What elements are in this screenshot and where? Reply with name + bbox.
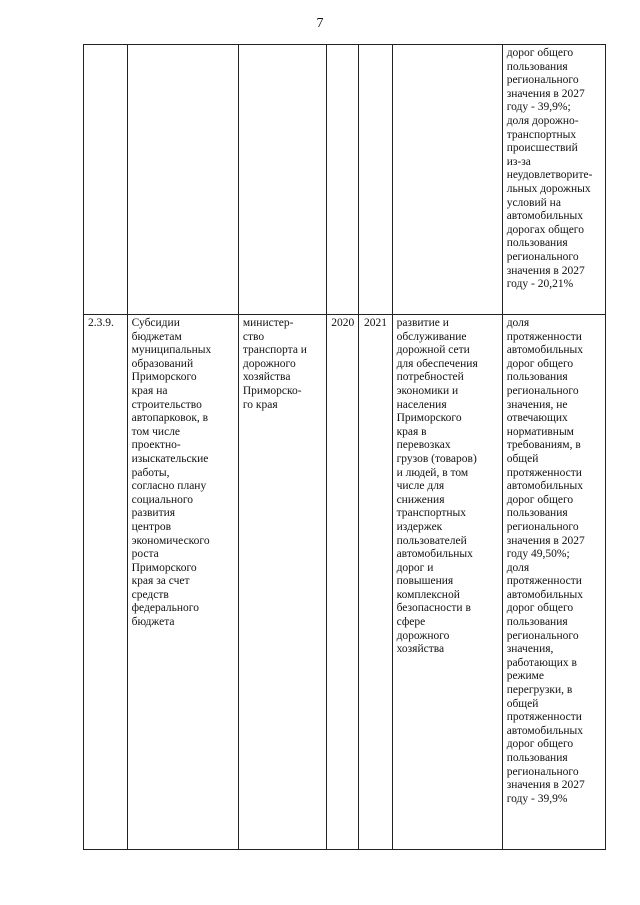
table-row bbox=[84, 45, 606, 315]
indicator: дорог общего пользования регионального значения в 2027 году - 39,9%; доля дорожно- транспортных происшествий из-за неудовлетворите- льных дорожных условий на автомобильных дорогах общего пользования регионального значения в 2027 году - 20,21% bbox=[506, 47, 593, 291]
expected-result-cell bbox=[392, 45, 502, 315]
year-start-cell bbox=[327, 315, 359, 850]
executor-cell bbox=[238, 315, 326, 850]
indicator-cell bbox=[502, 45, 605, 315]
year-start: 2020 bbox=[331, 317, 355, 329]
measure-name: Субсидии бюджетам муниципальных образований Приморского края на строительство автопарковок, в том числе проектно- изыскательские работы, согласно плану социального развития центров экономического роста Приморского края за счет средств федерального бюджета bbox=[131, 317, 212, 629]
table-row bbox=[84, 315, 606, 850]
indicator-cell bbox=[502, 315, 605, 850]
expected-result-cell bbox=[392, 315, 502, 850]
measure-number-cell bbox=[84, 315, 128, 850]
program-measures-table bbox=[83, 44, 606, 850]
year-start-cell bbox=[327, 45, 359, 315]
year-end-cell bbox=[359, 315, 392, 850]
year-end: 2021 bbox=[363, 317, 387, 329]
measure-name-cell bbox=[127, 45, 238, 315]
page-number: 7 bbox=[316, 16, 324, 31]
measure-number: 2.3.9. bbox=[88, 317, 114, 329]
measure-name-cell bbox=[127, 315, 238, 850]
executor-cell bbox=[238, 45, 326, 315]
measure-number-cell bbox=[84, 45, 128, 315]
expected-result: развитие и обслуживание дорожной сети для обеспечения потребностей экономики и населения Приморского края в перевозках грузов (товаров) и людей, в том числе для снижения транспортных издержек пользователей автомобильных дорог и повышения комплексной безопасности в сфере дорожного хозяйства bbox=[396, 317, 478, 656]
year-end-cell bbox=[359, 45, 392, 315]
indicator: доля протяженности автомобильных дорог общего пользования регионального значения, не отвечающих нормативным требованиям, в общей протяженности автомобильных дорог общего пользования регионального значения в 2027 году 49,50%; доля протяженности автомобильных дорог общего пользования регионального значения, работающих в режиме перегрузки, в общей протяженности автомобильных дорог общего пользования регионального значения в 2027 году - 39,9% bbox=[506, 317, 585, 805]
executor: министер- ство транспорта и дорожного хозяйства Приморско- го края bbox=[242, 317, 307, 411]
